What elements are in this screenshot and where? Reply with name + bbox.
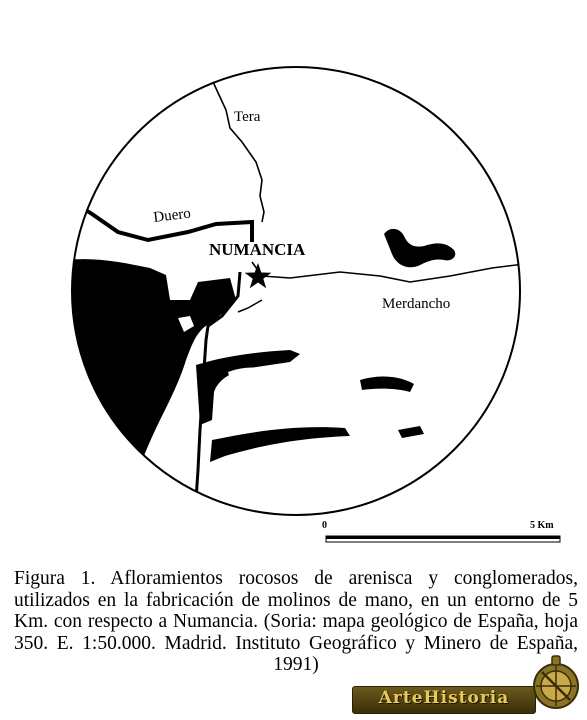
star-icon	[245, 263, 272, 288]
label-tera: Tera	[234, 109, 261, 125]
river-tera	[205, 62, 264, 222]
scale-bar	[322, 520, 560, 542]
outcrop-southeast-2	[398, 426, 424, 438]
label-numancia: NUMANCIA	[209, 240, 306, 259]
outcrop-northeast	[384, 229, 455, 267]
label-duero: Duero	[152, 205, 192, 226]
scale-end: 5 Km	[530, 520, 554, 531]
outcrop-south-band	[196, 350, 300, 425]
artehistoria-watermark	[352, 652, 582, 716]
figure-caption: Figura 1. Afloramientos rocosos de arenisca y conglomerados, utilizados en la fabricación de molinos de mano, en un entorno de 5 Km. con respecto a Numancia. (Soria: mapa geológico de España, hoja 350. E. 1:50.000. Madrid. Instituto Geográfico y Minero de España, 1991)	[14, 568, 578, 675]
astrolabe-icon	[528, 652, 584, 716]
label-merdancho: Merdancho	[382, 296, 451, 312]
scale-start: 0	[322, 520, 327, 531]
outcrops	[50, 229, 455, 500]
outcrop-southeast	[360, 377, 414, 392]
outcrop-south-low	[210, 427, 350, 462]
watermark-text: ArteHistoria	[378, 688, 510, 708]
river-merdancho	[252, 262, 540, 282]
